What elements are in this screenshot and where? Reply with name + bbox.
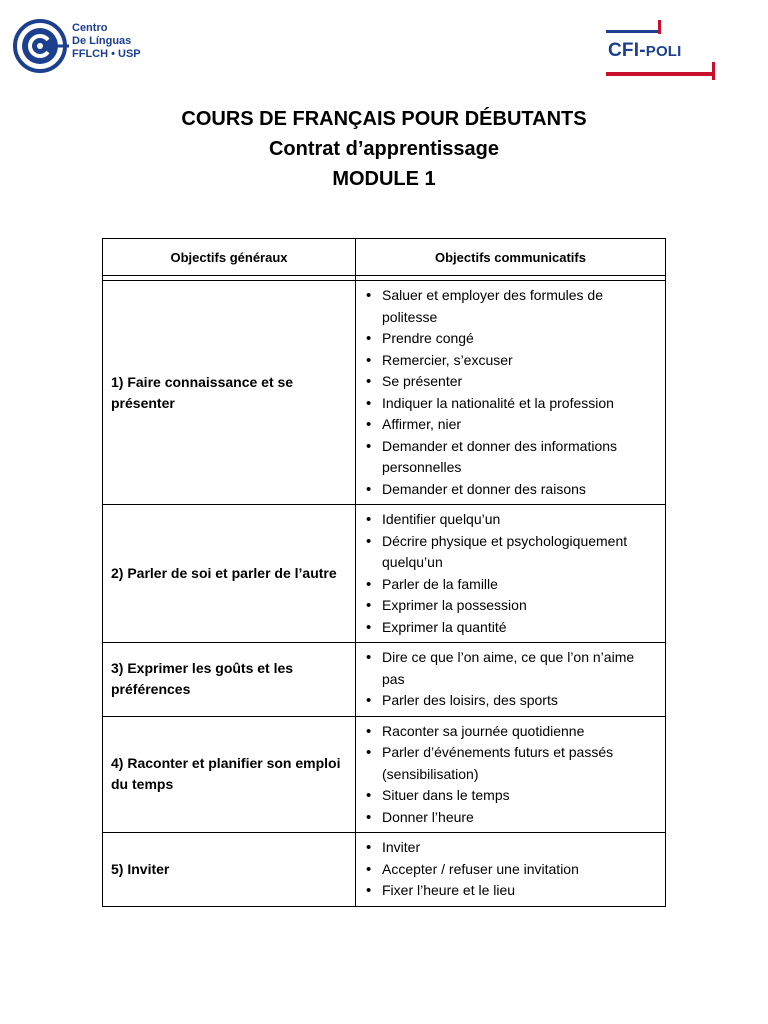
list-item: • Indiquer la nationalité et la profession	[364, 393, 659, 415]
column-header-communicative: Objectifs communicatifs	[356, 239, 666, 276]
table-row	[103, 281, 666, 505]
list-item: • Exprimer la possession	[364, 595, 659, 617]
centro-logo-emblem-icon	[12, 18, 70, 74]
list-item: • Prendre congé	[364, 328, 659, 350]
list-item: • Décrire physique et psychologiquement quelqu’un	[364, 531, 659, 574]
poli-suffix: POLI	[645, 43, 682, 60]
centro-de-linguas-logo	[12, 18, 152, 74]
table-row	[103, 716, 666, 833]
title-line-course: COURS DE FRANÇAIS POUR DÉBUTANTS	[181, 108, 587, 130]
list-item: • Inviter	[364, 837, 659, 859]
general-objective: 3) Exprimer les goûts et les préférences	[103, 643, 356, 717]
communicative-objectives	[356, 281, 666, 505]
table-row	[103, 643, 666, 717]
title-line-module: MODULE 1	[332, 168, 436, 190]
list-item: • Situer dans le temps	[364, 785, 659, 807]
logo-line-linguas: De Línguas	[72, 35, 132, 47]
list-item: • Dire ce que l’on aime, ce que l’on n’aime pas	[364, 647, 659, 690]
cfi-prefix: CFI-	[608, 40, 646, 61]
list-item: • Parler de la famille	[364, 574, 659, 596]
objectives-table	[102, 238, 666, 907]
list-item: • Parler d’événements futurs et passés (sensibilisation)	[364, 742, 659, 785]
list-item: • Demander et donner des raisons	[364, 479, 659, 501]
communicative-objectives	[356, 505, 666, 643]
list-item: • Remercier, s’excuser	[364, 350, 659, 372]
communicative-objectives	[356, 716, 666, 833]
document-title	[0, 104, 768, 194]
general-objective: 5) Inviter	[103, 833, 356, 907]
table-header-row	[103, 239, 666, 276]
list-item: • Donner l’heure	[364, 807, 659, 829]
table-row	[103, 833, 666, 907]
list-item: • Affirmer, nier	[364, 414, 659, 436]
title-line-contract: Contrat d’apprentissage	[268, 138, 500, 160]
list-item: • Saluer et employer des formules de politesse	[364, 285, 659, 328]
list-item: • Raconter sa journée quotidienne	[364, 721, 659, 743]
list-item: • Accepter / refuser une invitation	[364, 859, 659, 881]
list-item: • Fixer l’heure et le lieu	[364, 880, 659, 902]
logo-line-fflch: FFLCH • USP	[72, 48, 141, 60]
logo-line-centro: Centro	[72, 22, 108, 34]
list-item: • Identifier quelqu’un	[364, 509, 659, 531]
table-row	[103, 505, 666, 643]
list-item: • Se présenter	[364, 371, 659, 393]
cfi-poli-wordmark	[608, 40, 682, 62]
list-item: • Parler des loisirs, des sports	[364, 690, 659, 712]
column-header-general: Objectifs généraux	[103, 239, 356, 276]
communicative-objectives	[356, 833, 666, 907]
general-objective: 4) Raconter et planifier son emploi du temps	[103, 716, 356, 833]
cfi-poli-logo	[604, 20, 720, 82]
general-objective: 2) Parler de soi et parler de l’autre	[103, 505, 356, 643]
list-item: • Demander et donner des informations personnelles	[364, 436, 659, 479]
list-item: • Exprimer la quantité	[364, 617, 659, 639]
general-objective: 1) Faire connaissance et se présenter	[103, 281, 356, 505]
communicative-objectives	[356, 643, 666, 717]
